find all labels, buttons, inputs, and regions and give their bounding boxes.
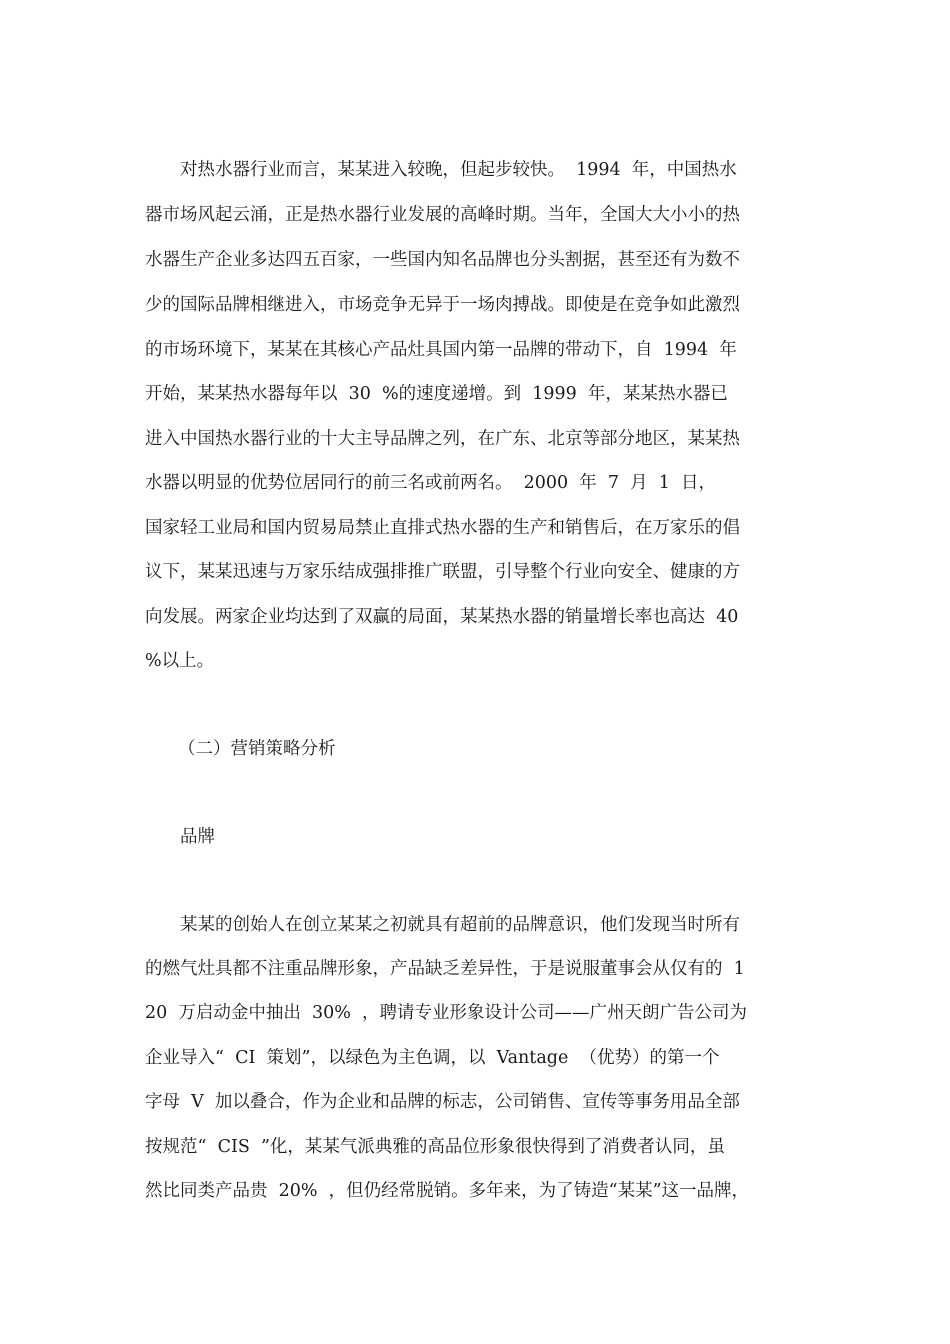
section-heading: （二）营销策略分析 [178, 739, 336, 759]
paragraph-1-line: 进入中国热水器行业的十大主导品牌之列，在广东、北京等部分地区，某某热 [145, 429, 740, 449]
paragraph-2-line: 的燃气灶具都不注重品牌形象，产品缺乏差异性，于是说服董事会从仅有的 1 [145, 959, 745, 979]
paragraph-1-line: 向发展。两家企业均达到了双赢的局面，某某热水器的销量增长率也高达 40 [145, 607, 739, 627]
paragraph-1-line: 对热水器行业而言，某某进入较晚，但起步较快。 1994 年，中国热水 [180, 160, 737, 180]
paragraph-2-line: 企业导入“ CI 策划”，以绿色为主色调，以 Vantage （优势）的第一个 [145, 1048, 720, 1068]
paragraph-1-line: 的市场环境下，某某在其核心产品灶具国内第一品牌的带动下，自 1994 年 [145, 340, 737, 360]
paragraph-2-line: 字母 V 加以叠合，作为企业和品牌的标志，公司销售、宣传等事务用品全部 [145, 1092, 740, 1112]
paragraph-2-line: 某某的创始人在创立某某之初就具有超前的品牌意识，他们发现当时所有 [180, 915, 740, 935]
paragraph-1-line: 议下，某某迅速与万家乐结成强排推广联盟，引导整个行业向安全、健康的方 [145, 562, 740, 582]
paragraph-1-line: 开始，某某热水器每年以 30 %的速度递增。到 1999 年，某某热水器已 [145, 384, 728, 404]
paragraph-1-line: 水器生产企业多达四五百家，一些国内知名品牌也分头割据，甚至还有为数不 [145, 250, 740, 270]
paragraph-2-line: 按规范“ CIS ”化，某某气派典雅的高品位形象很快得到了消费者认同，虽 [145, 1137, 725, 1157]
sub-heading: 品牌 [180, 827, 215, 847]
paragraph-1-line: 器市场风起云涌，正是热水器行业发展的高峰时期。当年，全国大大小小的热 [145, 205, 740, 225]
paragraph-1-line: 水器以明显的优势位居同行的前三名或前两名。 2000 年 7 月 1 日， [145, 473, 717, 493]
paragraph-1-line: %以上。 [145, 651, 215, 671]
paragraph-1-line: 国家轻工业局和国内贸易局禁止直排式热水器的生产和销售后，在万家乐的倡 [145, 518, 740, 538]
paragraph-2-line: 20 万启动金中抽出 30% ，聘请专业形象设计公司——广州天朗广告公司为 [145, 1003, 748, 1023]
paragraph-1-line: 少的国际品牌相继进入，市场竞争无异于一场肉搏战。即使是在竞争如此激烈 [145, 295, 740, 315]
paragraph-2-line: 然比同类产品贵 20% ，但仍经常脱销。多年来，为了铸造“某某”这一品牌， [145, 1181, 750, 1201]
